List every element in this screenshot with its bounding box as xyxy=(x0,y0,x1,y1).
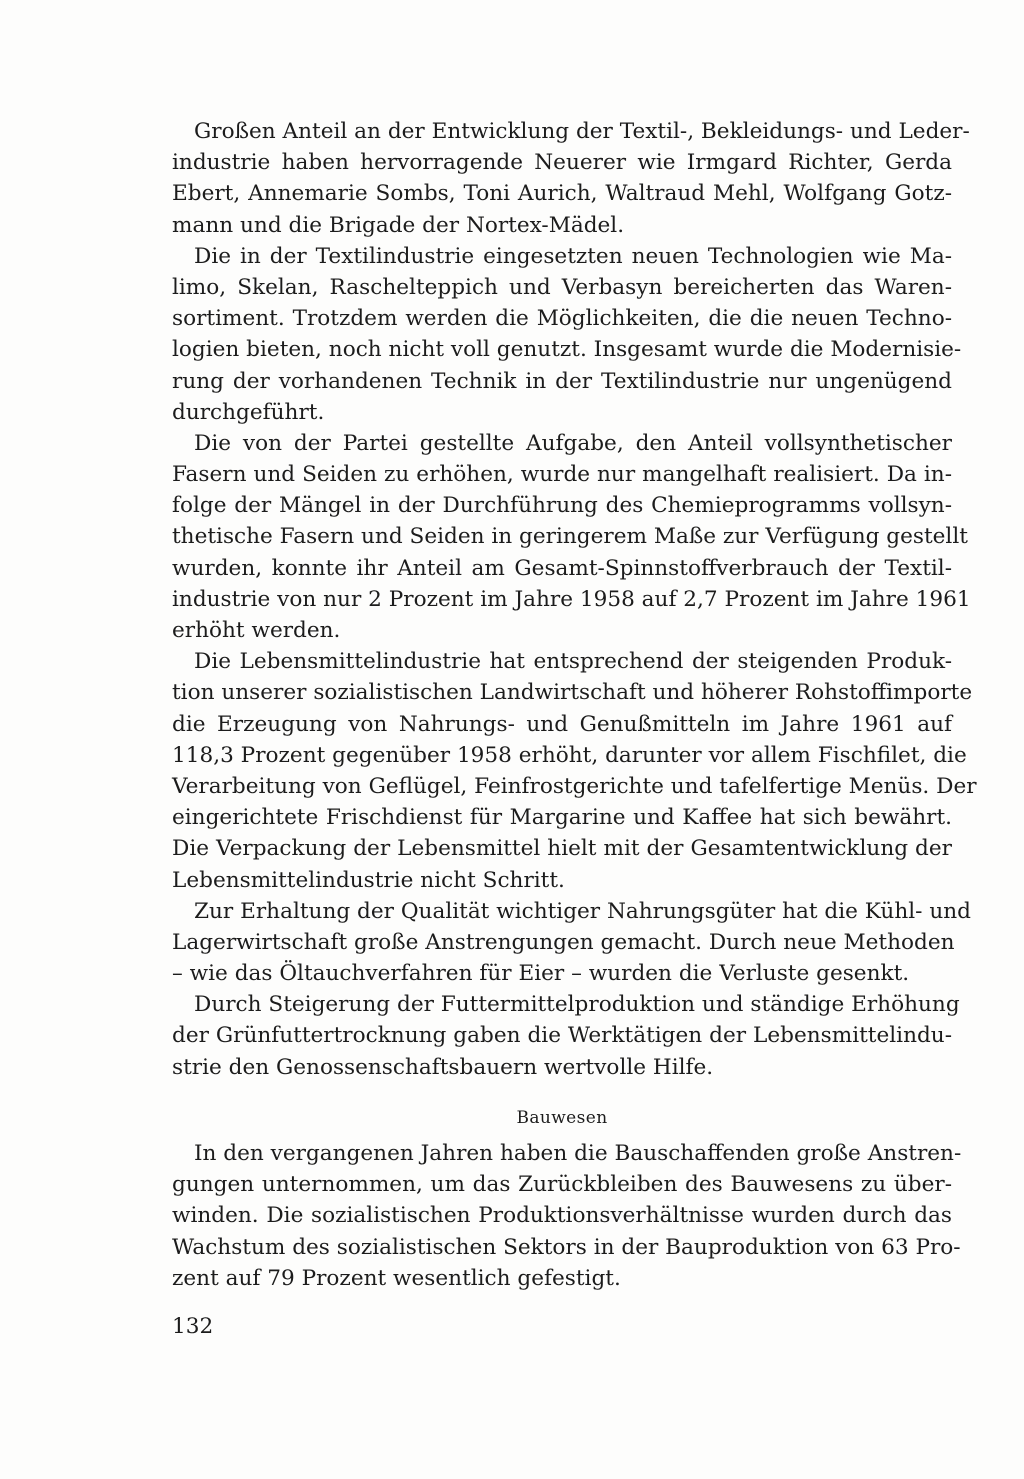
text-line: Lagerwirtschaft große Anstrengungen gemacht. Durch neue Methoden xyxy=(172,929,955,955)
text-line: industrie von nur 2 Prozent im Jahre 1958 auf 2,7 Prozent im Jahre 1961 xyxy=(172,586,971,612)
text-line: folge der Mängel in der Durchführung des Chemieprogramms vollsyn- xyxy=(172,493,952,519)
paragraph-list xyxy=(172,116,977,1083)
text-line: sortiment. Trotzdem werden die Möglichkeiten, die die neuen Techno- xyxy=(172,306,952,332)
section-heading: Bauwesen xyxy=(516,1107,608,1128)
text-line: eingerichtete Frischdienst für Margarine und Kaffee hat sich bewährt. xyxy=(172,805,952,831)
section-paragraph-list xyxy=(172,1138,962,1294)
text-line: zent auf 79 Prozent wesentlich gefestigt. xyxy=(172,1265,621,1291)
text-line: durchgeführt. xyxy=(172,399,325,425)
page-number: 132 xyxy=(172,1314,214,1339)
text-line: die Erzeugung von Nahrungs- und Genußmitteln im Jahre 1961 auf xyxy=(172,711,952,737)
paragraph xyxy=(172,896,971,990)
text-line: gungen unternommen, um das Zurückbleiben des Bauwesens zu über- xyxy=(172,1172,952,1198)
text-line: Ebert, Annemarie Sombs, Toni Aurich, Waltraud Mehl, Wolfgang Gotz- xyxy=(172,181,952,207)
text-line: wurden, konnte ihr Anteil am Gesamt-Spinnstoffverbrauch der Textil- xyxy=(172,555,952,581)
text-line: Wachstum des sozialistischen Sektors in der Bauproduktion von 63 Pro- xyxy=(172,1234,961,1260)
text-line: Durch Steigerung der Futtermittelproduktion und ständige Erhöhung xyxy=(194,992,960,1018)
text-line: industrie haben hervorragende Neuerer wie Irmgard Richter, Gerda xyxy=(172,150,952,176)
text-line: thetische Fasern und Seiden in geringerem Maße zur Verfügung gestellt xyxy=(172,524,968,550)
text-line: tion unserer sozialistischen Landwirtschaft und höherer Rohstoffimporte xyxy=(172,680,973,706)
text-line: mann und die Brigade der Nortex-Mädel. xyxy=(172,212,625,238)
text-line: 118,3 Prozent gegenüber 1958 erhöht, darunter vor allem Fischfilet, die xyxy=(172,742,967,768)
text-line: logien bieten, noch nicht voll genutzt. Insgesamt wurde die Modernisie- xyxy=(172,337,962,363)
paragraph xyxy=(172,428,971,646)
text-line: Die von der Partei gestellte Aufgabe, den Anteil vollsynthetischer xyxy=(194,430,952,456)
text-line: erhöht werden. xyxy=(172,618,341,643)
paragraph xyxy=(172,241,962,428)
text-line: Die Verpackung der Lebensmittel hielt mit der Gesamtentwicklung der xyxy=(172,836,952,862)
paragraph xyxy=(172,646,977,896)
text-line: der Grünfuttertrocknung gaben die Werktätigen der Lebensmittelindu- xyxy=(172,1023,952,1049)
body-text xyxy=(172,116,977,1294)
text-line: limo, Skelan, Raschelteppich und Verbasyn bereicherten das Waren- xyxy=(172,274,952,300)
text-line: Fasern und Seiden zu erhöhen, wurde nur mangelhaft realisiert. Da in- xyxy=(172,462,952,488)
paragraph xyxy=(172,1138,962,1294)
text-line: Zur Erhaltung der Qualität wichtiger Nahrungsgüter hat die Kühl- und xyxy=(194,898,971,924)
text-line: strie den Genossenschaftsbauern wertvolle Hilfe. xyxy=(172,1054,714,1080)
text-line: Verarbeitung von Geflügel, Feinfrostgerichte und tafelfertige Menüs. Der xyxy=(172,773,977,799)
paragraph xyxy=(172,116,970,241)
text-line: Großen Anteil an der Entwicklung der Textil-, Bekleidungs- und Leder- xyxy=(194,119,970,144)
text-line: Die in der Textilindustrie eingesetzten neuen Technologien wie Ma- xyxy=(194,243,952,269)
text-line: – wie das Öltauchverfahren für Eier – wurden die Verluste gesenkt. xyxy=(172,961,910,987)
text-line: rung der vorhandenen Technik in der Textilindustrie nur ungenügend xyxy=(172,368,952,394)
text-line: In den vergangenen Jahren haben die Bauschaffenden große Anstren- xyxy=(194,1141,962,1166)
paragraph xyxy=(172,989,960,1083)
text-line: Die Lebensmittelindustrie hat entsprechend der steigenden Produk- xyxy=(194,649,952,675)
text-line: Lebensmittelindustrie nicht Schritt. xyxy=(172,867,565,893)
text-line: winden. Die sozialistischen Produktionsverhältnisse wurden durch das xyxy=(172,1203,952,1229)
